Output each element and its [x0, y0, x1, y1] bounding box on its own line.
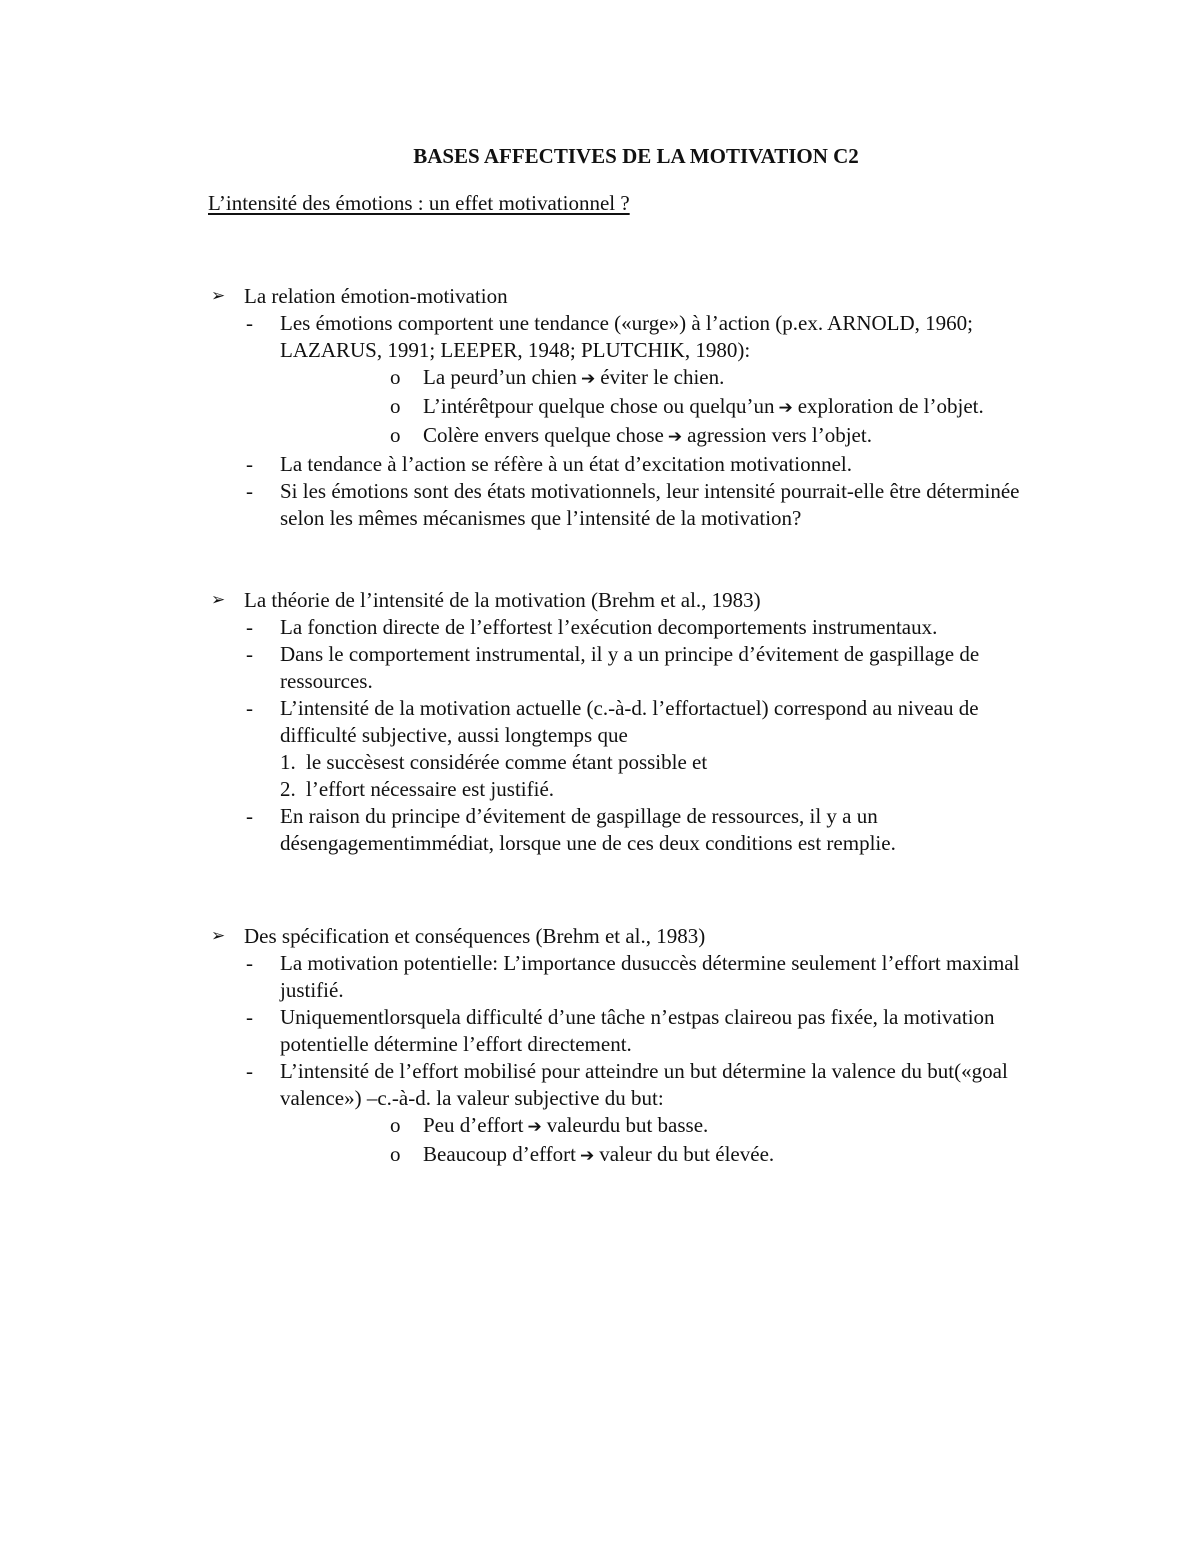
right-arrow-icon: ➔	[527, 1117, 542, 1137]
item-number: 2.	[280, 777, 296, 801]
right-arrow-icon: ➔	[580, 369, 596, 389]
sub-item-cause: La peurd’un chien	[423, 365, 577, 389]
list-item	[208, 451, 1048, 478]
document-title: BASES AFFECTIVES DE LA MOTIVATION C2	[413, 144, 859, 168]
sub-list	[280, 364, 1048, 451]
list-item	[208, 950, 1048, 1004]
list-item-text: Uniquementlorsquela difficulté d’une tâche n’estpas claireou pas fixée, la motivation potentielle détermine l’effort directement.	[280, 1005, 995, 1056]
dash-bullet: -	[246, 311, 253, 335]
list-item	[208, 614, 1048, 641]
item-number: 1.	[280, 750, 296, 774]
sub-item-cause: Beaucoup d’effort	[423, 1142, 576, 1166]
sub-item-effect: valeurdu but basse.	[546, 1113, 709, 1137]
list-item-text: Si les émotions sont des états motivationnels, leur intensité pourrait-elle être déterminée selon les mêmes mécanismes que l’intensité de la motivation?	[280, 479, 1020, 530]
right-arrow-icon: ➔	[579, 1146, 595, 1166]
dash-bullet: -	[246, 696, 253, 720]
list-item	[208, 1004, 1048, 1058]
dash-bullet: -	[246, 1059, 253, 1083]
sub-item-cause: Peu d’effort	[423, 1113, 524, 1137]
dash-bullet: -	[246, 642, 253, 666]
arrowhead-bullet-icon: ➢	[211, 926, 226, 946]
sub-item-cause: L’intérêtpour quelque chose ou quelqu’un	[423, 394, 775, 418]
section-heading-text: La théorie de l’intensité de la motivation (Brehm et al., 1983)	[244, 588, 761, 612]
dash-bullet: -	[246, 615, 253, 639]
list-item	[208, 478, 1048, 532]
list-item-text: L’intensité de l’effort mobilisé pour atteindre un but détermine la valence du but(«goal valence») –c.-à-d. la valeur subjective du but:	[280, 1059, 1008, 1110]
bullet-list	[208, 803, 1048, 857]
numbered-item	[208, 776, 1048, 803]
dash-bullet: -	[246, 804, 253, 828]
list-item	[208, 1058, 1048, 1170]
arrowhead-bullet-icon: ➢	[211, 286, 226, 306]
bullet-list	[208, 614, 1048, 749]
numbered-item	[208, 749, 1048, 776]
section-emotion-motivation	[208, 283, 1048, 532]
dash-bullet: -	[246, 1005, 253, 1029]
circle-bullet: o	[390, 1142, 401, 1166]
list-item	[208, 641, 1048, 695]
section-specifications-consequences	[208, 923, 1048, 1170]
numbered-list	[208, 749, 1048, 803]
right-arrow-icon: ➔	[778, 398, 793, 418]
bullet-list	[208, 310, 1048, 532]
sub-list	[280, 1112, 1048, 1170]
sub-list-item	[280, 422, 1048, 451]
arrowhead-bullet-icon: ➢	[211, 590, 226, 610]
list-item-text: En raison du principe d’évitement de gaspillage de ressources, il y a un désengagementimmédiat, lorsque une de ces deux conditions est remplie.	[280, 804, 896, 855]
section-heading	[208, 923, 1048, 950]
circle-bullet: o	[390, 1113, 401, 1137]
numbered-item-text: l’effort nécessaire est justifié.	[306, 777, 555, 801]
sub-list-item	[280, 364, 1048, 393]
list-item-text: Dans le comportement instrumental, il y a un principe d’évitement de gaspillage de ressources.	[280, 642, 980, 693]
circle-bullet: o	[390, 365, 401, 389]
section-heading	[208, 283, 1048, 310]
list-item	[208, 803, 1048, 857]
sub-item-effect: exploration de l’objet.	[797, 394, 984, 418]
section-heading	[208, 587, 1048, 614]
list-item-text: La tendance à l’action se réfère à un état d’excitation motivationnel.	[280, 452, 852, 476]
section-motivation-intensity-theory	[208, 587, 1048, 857]
list-item-text: L’intensité de la motivation actuelle (c.-à-d. l’effortactuel) correspond au niveau de difficulté subjective, aussi longtemps que	[280, 696, 979, 747]
sub-list-item	[280, 393, 1048, 422]
circle-bullet: o	[390, 423, 401, 447]
list-item	[208, 695, 1048, 749]
list-item-text: La motivation potentielle: L’importance dusuccès détermine seulement l’effort maximal justifié.	[280, 951, 1020, 1002]
list-item	[208, 310, 1048, 451]
circle-bullet: o	[390, 394, 401, 418]
sub-item-effect: éviter le chien.	[600, 365, 725, 389]
sub-item-cause: Colère envers quelque chose	[423, 423, 664, 447]
numbered-item-text: le succèsest considérée comme étant possible et	[306, 750, 708, 774]
dash-bullet: -	[246, 479, 253, 503]
section-heading-text: La relation émotion-motivation	[244, 284, 508, 308]
section-heading-text: Des spécification et conséquences (Brehm et al., 1983)	[244, 924, 706, 948]
bullet-list	[208, 950, 1048, 1170]
sub-list-item	[280, 1141, 1048, 1170]
document-subtitle: L’intensité des émotions : un effet motivationnel ?	[208, 191, 630, 215]
dash-bullet: -	[246, 452, 253, 476]
list-item-text: La fonction directe de l’effortest l’exécution decomportements instrumentaux.	[280, 615, 938, 639]
sub-list-item	[280, 1112, 1048, 1141]
dash-bullet: -	[246, 951, 253, 975]
right-arrow-icon: ➔	[667, 427, 683, 447]
sub-item-effect: agression vers l’objet.	[687, 423, 872, 447]
list-item-text: Les émotions comportent une tendance («urge») à l’action (p.ex. ARNOLD, 1960; LAZARUS, 1991; LEEPER, 1948; PLUTCHIK, 1980):	[280, 311, 974, 362]
sub-item-effect: valeur du but élevée.	[599, 1142, 775, 1166]
